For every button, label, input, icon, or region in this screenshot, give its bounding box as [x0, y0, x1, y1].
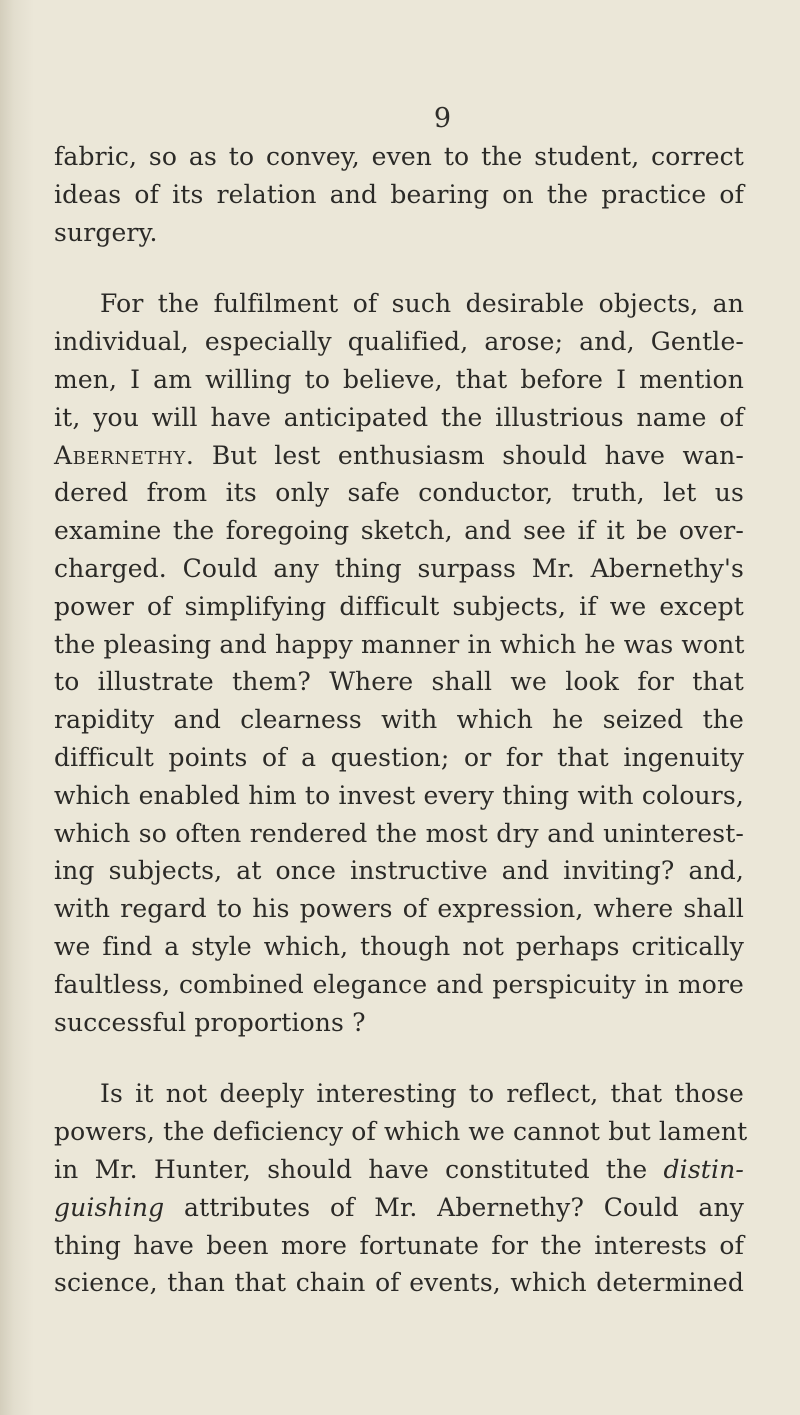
author-name-smallcaps: Abernethy. — [54, 440, 195, 470]
text-line-with-name — [54, 437, 744, 475]
text-line-with-italic — [54, 1189, 744, 1227]
text-line: powers, the deficiency of which we cannot but lament — [54, 1117, 748, 1147]
text-line: Is it not deeply interesting to reflect, that those — [100, 1079, 744, 1109]
text-line: charged. Could any thing surpass Mr. Abernethy's — [54, 553, 744, 583]
text-line: to illustrate them? Where shall we look for that — [54, 667, 744, 697]
text-line: surgery. — [54, 217, 158, 247]
text-line: which enabled him to invest every thing with colours, — [54, 780, 744, 810]
text-line: science, than that chain of events, which determined — [54, 1268, 744, 1298]
text-line: men, I am willing to believe, that before I mention — [54, 364, 744, 394]
text-line: power of simplifying difficult subjects, if we except — [54, 591, 744, 621]
text-segment: in Mr. Hunter, should have constituted the — [54, 1154, 664, 1184]
text-line: For the fulfilment of such desirable objects, an — [100, 289, 744, 319]
text-line: difficult points of a question; or for that ingenuity — [54, 742, 744, 772]
text-line: fabric, so as to convey, even to the student, correct — [54, 142, 744, 171]
text-line: individual, especially qualified, arose; and, Gentle- — [54, 327, 744, 357]
italic-segment: guishing — [54, 1192, 165, 1222]
paragraph-gap — [54, 1041, 744, 1075]
text-line: we find a style which, though not perhaps critically — [54, 931, 744, 961]
text-line: it, you will have anticipated the illustrious name of — [54, 402, 744, 432]
text-line: thing have been more fortunate for the interests of — [54, 1230, 744, 1260]
text-line: faultless, combined elegance and perspicuity in more — [54, 969, 744, 999]
text-line: dered from its only safe conductor, truth, let us — [54, 478, 744, 508]
italic-segment: distin- — [663, 1154, 744, 1184]
text-line: which so often rendered the most dry and uninterest- — [54, 818, 744, 848]
text-line: examine the foregoing sketch, and see if it be over- — [54, 516, 744, 546]
text-line: rapidity and clearness with which he seized the — [54, 705, 744, 735]
text-segment: attributes of Mr. Abernethy? Could any — [164, 1192, 744, 1222]
text-line: with regard to his powers of expression, where shall — [54, 894, 744, 924]
paragraph-3 — [54, 1075, 748, 1302]
page-number: 9 — [433, 103, 452, 134]
paragraph-2 — [54, 285, 744, 1041]
text-segment: But lest enthusiasm should have wan- — [194, 440, 744, 470]
body-text — [54, 138, 748, 1302]
text-line: the pleasing and happy manner in which he was wont — [54, 629, 745, 659]
paragraph-gap — [54, 251, 744, 285]
text-line-with-italic — [54, 1151, 744, 1189]
paragraph-1 — [54, 138, 744, 251]
text-line: successful proportions ? — [54, 1007, 366, 1037]
text-line: ideas of its relation and bearing on the practice of — [54, 179, 744, 209]
text-line: ing subjects, at once instructive and inviting? and, — [54, 856, 744, 886]
